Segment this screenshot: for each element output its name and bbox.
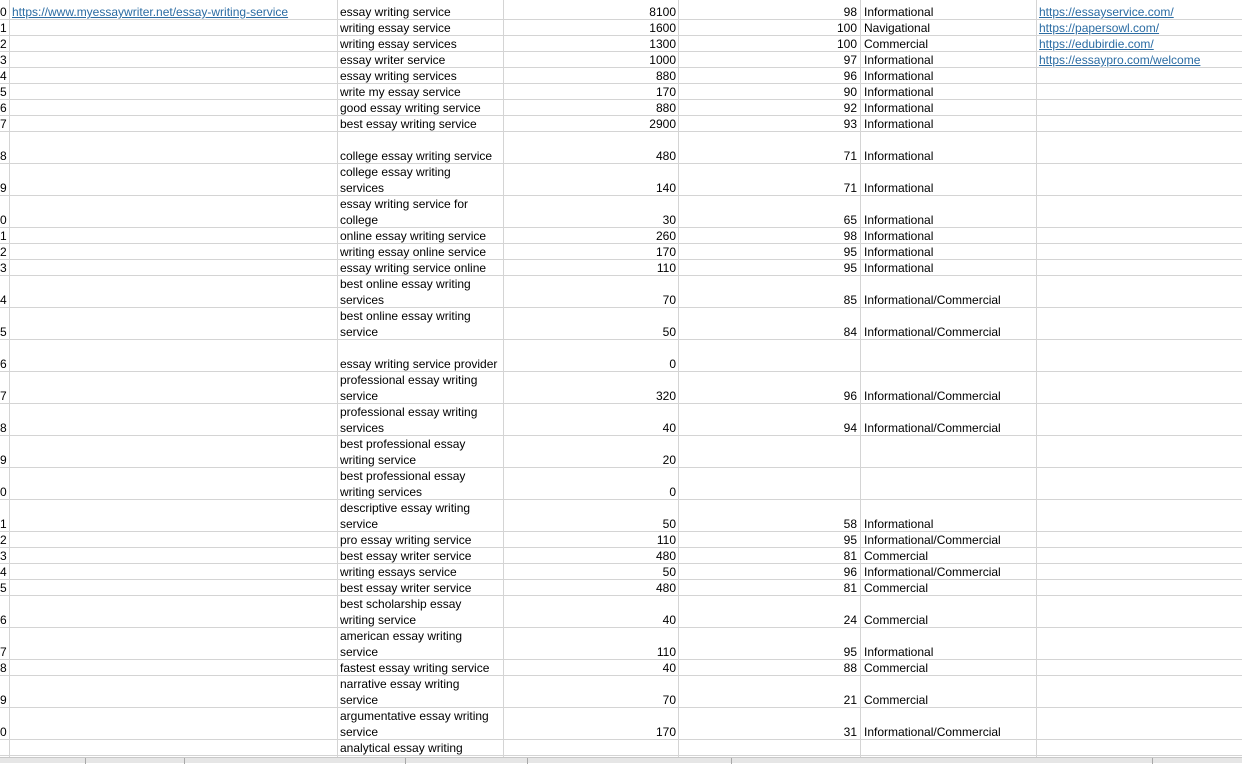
keyword-cell[interactable] xyxy=(340,196,503,228)
keyword-text: writing essay online service xyxy=(340,245,487,259)
keyword-text: fastest essay writing service xyxy=(340,661,490,675)
keyword-text: service xyxy=(340,389,379,403)
search-volume-cell[interactable]: 40 xyxy=(662,421,676,435)
row-number: 2 xyxy=(0,245,7,259)
keyword-difficulty-cell[interactable]: 100 xyxy=(836,37,857,51)
row-divider xyxy=(0,195,1242,196)
search-intent-cell[interactable]: Informational/Commercial xyxy=(864,533,1001,547)
search-intent-cell[interactable]: Informational xyxy=(864,517,934,531)
search-intent-cell[interactable]: Informational/Commercial xyxy=(864,565,1001,579)
row-divider xyxy=(0,755,1242,756)
search-volume-cell[interactable]: 880 xyxy=(655,101,676,115)
keyword-text: services xyxy=(340,181,385,195)
search-intent-cell[interactable]: Informational xyxy=(864,149,934,163)
keyword-text: writing service xyxy=(340,453,417,467)
keyword-text: service xyxy=(340,693,379,707)
row-number: 1 xyxy=(0,21,7,35)
row-number: 0 xyxy=(0,485,7,499)
keyword-difficulty-cell[interactable]: 96 xyxy=(843,389,857,403)
row-number: 9 xyxy=(0,693,7,707)
keyword-text: analytical essay writing xyxy=(340,741,463,755)
search-intent-cell[interactable]: Informational/Commercial xyxy=(864,293,1001,307)
keyword-cell[interactable] xyxy=(340,20,503,36)
keyword-text: argumentative essay writing xyxy=(340,709,489,723)
search-volume-cell[interactable]: 170 xyxy=(655,725,676,739)
search-volume-cell[interactable]: 70 xyxy=(662,693,676,707)
keyword-cell[interactable] xyxy=(340,52,503,68)
search-volume-cell[interactable]: 0 xyxy=(669,357,676,371)
row-number: 3 xyxy=(0,549,7,563)
keyword-difficulty-cell[interactable]: 81 xyxy=(843,581,857,595)
search-volume-cell[interactable]: 880 xyxy=(655,69,676,83)
keyword-cell[interactable] xyxy=(340,4,503,20)
competitor-link[interactable]: https://essayservice.com/ xyxy=(1039,5,1174,19)
keyword-text: essay writing services xyxy=(340,69,457,83)
row-number: 7 xyxy=(0,645,7,659)
search-volume-cell[interactable]: 170 xyxy=(655,245,676,259)
tab-separator xyxy=(85,758,86,764)
row-number: 5 xyxy=(0,325,7,339)
search-intent-cell[interactable]: Informational xyxy=(864,261,934,275)
competitor-link[interactable]: https://essaypro.com/welcome xyxy=(1039,53,1201,67)
search-intent-cell[interactable]: Informational xyxy=(864,53,934,67)
search-intent-cell[interactable]: Informational xyxy=(864,229,934,243)
keyword-text: best professional essay xyxy=(340,437,466,451)
keyword-difficulty-cell[interactable]: 95 xyxy=(843,261,857,275)
keyword-difficulty-cell[interactable]: 21 xyxy=(843,693,857,707)
keyword-cell[interactable] xyxy=(340,596,503,628)
row-number: 7 xyxy=(0,117,7,131)
search-volume-cell[interactable]: 110 xyxy=(656,533,676,547)
search-volume-cell[interactable]: 20 xyxy=(662,453,676,467)
search-intent-cell[interactable]: Commercial xyxy=(864,661,929,675)
row-divider xyxy=(0,467,1242,468)
row-number: 6 xyxy=(0,101,7,115)
keyword-text: best online essay writing xyxy=(340,277,471,291)
keyword-text: writing service xyxy=(340,613,417,627)
keyword-cell[interactable] xyxy=(340,660,503,676)
column-divider xyxy=(678,0,679,757)
keyword-text: best online essay writing xyxy=(340,309,471,323)
keyword-text: services xyxy=(340,421,385,435)
search-volume-cell[interactable]: 170 xyxy=(655,85,676,99)
row-divider xyxy=(0,339,1242,340)
search-volume-cell[interactable]: 1300 xyxy=(649,37,676,51)
keyword-text: writing essay service xyxy=(340,21,451,35)
keyword-difficulty-cell[interactable]: 95 xyxy=(843,533,857,547)
keyword-text: pro essay writing service xyxy=(340,533,472,547)
row-divider xyxy=(0,275,1242,276)
row-number: 3 xyxy=(0,53,7,67)
row-number: 4 xyxy=(0,293,7,307)
search-volume-cell[interactable]: 260 xyxy=(655,229,676,243)
keyword-text: best professional essay xyxy=(340,469,466,483)
keyword-cell[interactable] xyxy=(340,100,503,116)
keyword-text: essay writing service xyxy=(340,5,451,19)
keyword-difficulty-cell[interactable]: 98 xyxy=(843,229,857,243)
search-intent-cell[interactable]: Informational/Commercial xyxy=(864,389,1001,403)
keyword-difficulty-cell[interactable]: 90 xyxy=(843,85,857,99)
keyword-difficulty-cell[interactable]: 65 xyxy=(843,213,857,227)
keyword-text: writing services xyxy=(340,485,423,499)
keyword-difficulty-cell[interactable]: 94 xyxy=(843,421,857,435)
keyword-cell[interactable] xyxy=(340,404,503,436)
keyword-difficulty-cell[interactable]: 58 xyxy=(843,517,857,531)
row-divider xyxy=(0,307,1242,308)
keyword-cell[interactable] xyxy=(340,436,503,468)
keyword-cell[interactable] xyxy=(340,84,503,100)
keyword-difficulty-cell[interactable]: 24 xyxy=(843,613,857,627)
search-intent-cell[interactable]: Informational/Commercial xyxy=(864,421,1001,435)
keyword-text: professional essay writing xyxy=(340,405,478,419)
keyword-cell[interactable] xyxy=(340,308,503,340)
column-divider xyxy=(9,0,10,757)
row-number: 8 xyxy=(0,149,7,163)
search-intent-cell[interactable]: Informational xyxy=(864,213,934,227)
keyword-text: online essay writing service xyxy=(340,229,487,243)
row-number: 4 xyxy=(0,565,7,579)
row-number: 6 xyxy=(0,613,7,627)
search-volume-cell[interactable]: 2900 xyxy=(649,117,676,131)
tab-separator xyxy=(184,758,185,764)
row-number: 9 xyxy=(0,453,7,467)
keyword-text: writing essays service xyxy=(340,565,457,579)
keyword-text: essay writing service for xyxy=(340,197,469,211)
column-divider xyxy=(337,0,338,757)
keyword-difficulty-cell[interactable]: 88 xyxy=(843,661,857,675)
keyword-difficulty-cell[interactable]: 93 xyxy=(843,117,857,131)
keyword-difficulty-cell[interactable]: 84 xyxy=(843,325,857,339)
search-intent-cell[interactable]: Informational xyxy=(864,245,934,259)
search-intent-cell[interactable]: Informational xyxy=(864,69,934,83)
search-intent-cell[interactable]: Informational/Commercial xyxy=(864,325,1001,339)
keyword-text: college xyxy=(340,213,379,227)
row-number: 0 xyxy=(0,213,7,227)
search-intent-cell[interactable]: Informational xyxy=(864,5,934,19)
keyword-difficulty-cell[interactable]: 92 xyxy=(843,101,857,115)
search-intent-cell[interactable]: Informational xyxy=(864,117,934,131)
keyword-cell[interactable] xyxy=(340,740,503,756)
keyword-text: best essay writer service xyxy=(340,581,472,595)
keyword-difficulty-cell[interactable]: 98 xyxy=(843,5,857,19)
search-volume-cell[interactable]: 40 xyxy=(662,613,676,627)
keyword-cell[interactable] xyxy=(340,548,503,564)
keyword-difficulty-cell[interactable]: 95 xyxy=(843,645,857,659)
search-intent-cell[interactable]: Commercial xyxy=(864,581,929,595)
tab-separator xyxy=(1152,758,1153,764)
row-divider xyxy=(0,371,1242,372)
keyword-text: essay writing service online xyxy=(340,261,487,275)
search-intent-cell[interactable]: Commercial xyxy=(864,693,929,707)
search-volume-cell[interactable]: 40 xyxy=(662,661,676,675)
keyword-text: good essay writing service xyxy=(340,101,481,115)
keyword-cell[interactable] xyxy=(340,628,503,660)
tab-separator xyxy=(527,758,528,764)
row-number: 7 xyxy=(0,389,7,403)
search-intent-cell[interactable]: Informational/Commercial xyxy=(864,725,1001,739)
keyword-difficulty-cell[interactable]: 85 xyxy=(843,293,857,307)
keyword-text: essay writer service xyxy=(340,53,446,67)
keyword-difficulty-cell[interactable]: 31 xyxy=(843,725,857,739)
keyword-cell[interactable] xyxy=(340,132,503,164)
keyword-text: best essay writer service xyxy=(340,549,472,563)
keyword-cell[interactable] xyxy=(340,676,503,708)
keyword-text: college essay writing service xyxy=(340,149,493,163)
keyword-cell[interactable] xyxy=(340,260,503,276)
search-volume-cell[interactable]: 50 xyxy=(662,517,676,531)
keyword-difficulty-cell[interactable]: 71 xyxy=(843,149,857,163)
keyword-difficulty-cell[interactable]: 81 xyxy=(843,549,857,563)
row-divider xyxy=(0,403,1242,404)
search-intent-cell[interactable]: Informational xyxy=(864,181,934,195)
keyword-text: service xyxy=(340,325,379,339)
search-volume-cell[interactable]: 480 xyxy=(655,149,676,163)
keyword-cell[interactable] xyxy=(340,244,503,260)
keyword-cell[interactable] xyxy=(340,564,503,580)
keyword-cell[interactable] xyxy=(340,116,503,132)
row-number: 2 xyxy=(0,37,7,51)
tab-separator xyxy=(731,758,732,764)
keyword-cell[interactable] xyxy=(340,468,503,500)
keyword-text: service xyxy=(340,645,379,659)
row-divider xyxy=(0,739,1242,740)
row-number: 9 xyxy=(0,181,7,195)
search-volume-cell[interactable]: 1000 xyxy=(649,53,676,67)
keyword-text xyxy=(340,340,503,356)
keyword-text: best essay writing service xyxy=(340,117,477,131)
keyword-cell[interactable] xyxy=(340,708,503,740)
row-number: 4 xyxy=(0,69,7,83)
search-volume-cell[interactable]: 0 xyxy=(669,485,676,499)
row-number: 8 xyxy=(0,661,7,675)
row-divider xyxy=(0,707,1242,708)
row-divider xyxy=(0,627,1242,628)
keyword-cell[interactable] xyxy=(340,580,503,596)
row-divider xyxy=(0,675,1242,676)
search-intent-cell[interactable]: Commercial xyxy=(864,549,929,563)
search-volume-cell[interactable]: 110 xyxy=(656,261,676,275)
keyword-difficulty-cell[interactable]: 71 xyxy=(843,181,857,195)
competitor-link[interactable]: https://edubirdie.com/ xyxy=(1039,37,1154,51)
search-intent-cell[interactable]: Navigational xyxy=(864,21,931,35)
keyword-cell[interactable] xyxy=(340,372,503,404)
search-volume-cell[interactable]: 8100 xyxy=(649,5,676,19)
search-volume-cell[interactable]: 480 xyxy=(655,581,676,595)
keyword-difficulty-cell[interactable]: 95 xyxy=(843,245,857,259)
keyword-difficulty-cell[interactable]: 96 xyxy=(843,69,857,83)
search-intent-cell[interactable]: Informational xyxy=(864,645,934,659)
column-divider xyxy=(503,0,504,757)
row-number: 3 xyxy=(0,261,7,275)
row-divider xyxy=(0,163,1242,164)
row-divider xyxy=(0,435,1242,436)
search-volume-cell[interactable]: 140 xyxy=(655,181,676,195)
search-volume-cell[interactable]: 1600 xyxy=(649,21,676,35)
keyword-cell[interactable] xyxy=(340,340,503,372)
row-number: 5 xyxy=(0,581,7,595)
row-number: 2 xyxy=(0,533,7,547)
keyword-text: descriptive essay writing xyxy=(340,501,471,515)
search-volume-cell[interactable]: 30 xyxy=(662,213,676,227)
keyword-text: college essay writing xyxy=(340,165,451,179)
keyword-text: essay writing service provider xyxy=(340,357,498,371)
keyword-difficulty-cell[interactable]: 96 xyxy=(843,565,857,579)
keyword-text: narrative essay writing xyxy=(340,677,460,691)
keyword-text: american essay writing xyxy=(340,629,463,643)
row-number: 0 xyxy=(0,5,7,19)
keyword-difficulty-cell[interactable]: 97 xyxy=(843,53,857,67)
column-divider xyxy=(1036,0,1037,757)
keyword-cell[interactable] xyxy=(340,500,503,532)
search-volume-cell[interactable]: 70 xyxy=(662,293,676,307)
search-volume-cell[interactable]: 50 xyxy=(662,565,676,579)
keyword-text: services xyxy=(340,293,385,307)
keyword-text: professional essay writing xyxy=(340,373,478,387)
search-intent-cell[interactable]: Informational xyxy=(864,85,934,99)
search-intent-cell[interactable]: Commercial xyxy=(864,613,929,627)
row-divider xyxy=(0,499,1242,500)
keyword-cell[interactable] xyxy=(340,68,503,84)
row-divider xyxy=(0,595,1242,596)
keyword-text: writing essay services xyxy=(340,37,457,51)
search-intent-cell[interactable]: Commercial xyxy=(864,37,929,51)
search-volume-cell[interactable]: 480 xyxy=(655,549,676,563)
search-volume-cell[interactable]: 320 xyxy=(655,389,676,403)
row-number: 5 xyxy=(0,85,7,99)
keyword-cell[interactable] xyxy=(340,532,503,548)
row-number: 1 xyxy=(0,229,7,243)
keyword-difficulty-cell[interactable]: 100 xyxy=(836,21,857,35)
search-volume-cell[interactable]: 50 xyxy=(662,325,676,339)
keyword-cell[interactable] xyxy=(340,36,503,52)
keyword-text: service xyxy=(340,725,379,739)
tab-separator xyxy=(405,758,406,764)
keyword-cell[interactable] xyxy=(340,164,503,196)
keyword-text: best scholarship essay xyxy=(340,597,462,611)
keyword-text: service xyxy=(340,517,379,531)
row-divider xyxy=(0,131,1242,132)
column-divider xyxy=(860,0,861,757)
keyword-cell[interactable] xyxy=(340,228,503,244)
sheet-tab-bar[interactable] xyxy=(0,757,1242,763)
row-number: 0 xyxy=(0,725,7,739)
keyword-text: write my essay service xyxy=(340,85,461,99)
row-number: 8 xyxy=(0,421,7,435)
keyword-cell[interactable] xyxy=(340,276,503,308)
row-number: 1 xyxy=(0,517,7,531)
search-intent-cell[interactable]: Informational xyxy=(864,101,934,115)
keyword-text xyxy=(340,132,503,148)
search-volume-cell[interactable]: 110 xyxy=(656,645,676,659)
row-number: 6 xyxy=(0,357,7,371)
source-url-link[interactable]: https://www.myessaywriter.net/essay-writing-service xyxy=(12,5,289,19)
competitor-link[interactable]: https://papersowl.com/ xyxy=(1039,21,1160,35)
